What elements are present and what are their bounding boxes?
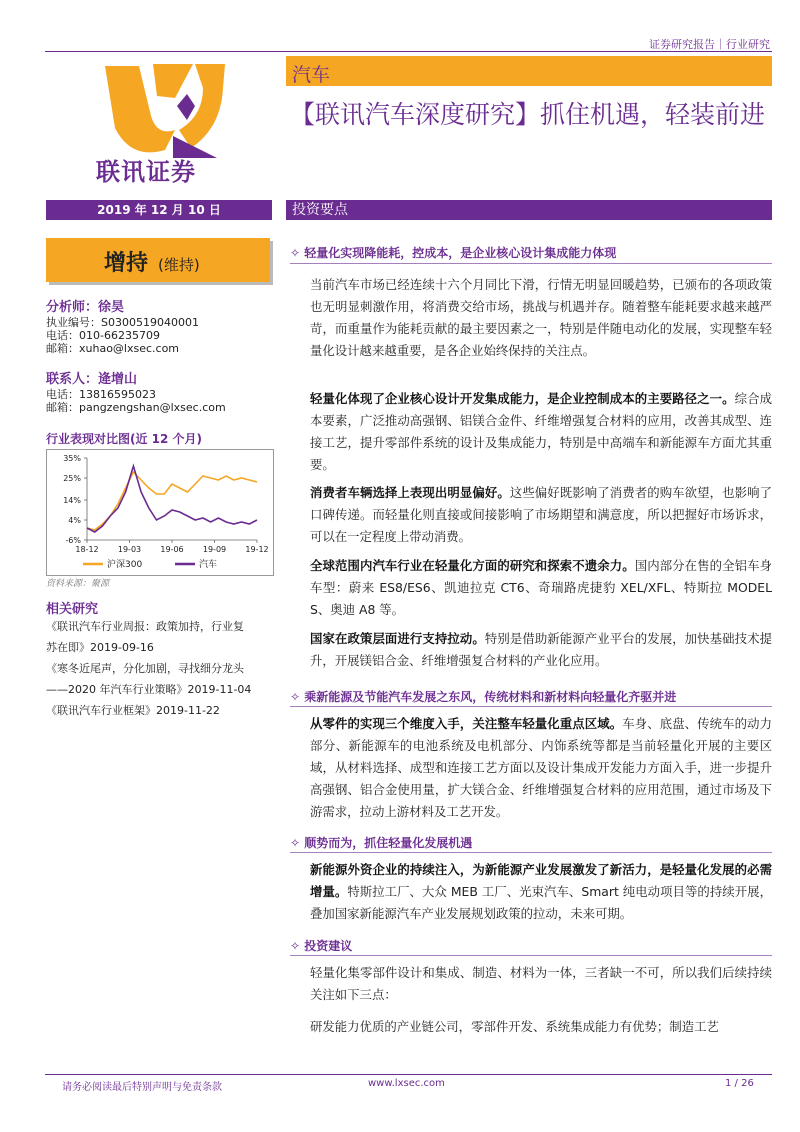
chart-y-tick-label: 25% [63,474,81,483]
report-date: 2019 年 12 月 10 日 [46,200,272,220]
page-number: 1 / 26 [725,1078,754,1089]
paragraph-body: 研发能力优质的产业链公司，零部件开发、系统集成能力有优势；制造工艺 [310,1019,719,1034]
paragraph-lead: 新能源外资企业的持续注入，为新能源产业发展激发了新活力，是轻量化发展的必需增量。 [310,862,772,899]
section-heading: ✧ 投资建议 [290,939,353,953]
paragraph [310,274,772,362]
chart-series-line [87,466,257,532]
section-heading: ✧ 轻量化实现降能耗，控成本，是企业核心设计集成能力体现 [290,246,617,260]
section-divider [290,852,772,853]
chart-y-tick-label: 35% [63,454,81,463]
paragraph-lead: 国家在政策层面进行支持拉动。 [310,631,485,646]
contact-email-label: 邮箱： [46,401,79,414]
related-item[interactable]: 《联讯汽车行业框架》2019-11-22 [46,704,220,717]
paragraph-body: 特斯拉工厂、大众 MEB 工厂、光束汽车、Smart 纯电动项目等的持续开展，叠加国家新能源汽车产业发展规划政策的拉动，未来可期。 [310,884,773,921]
investment-highlights-banner [286,200,772,220]
chart-y-tick-label: 4% [68,516,81,525]
related-research-list [46,616,276,721]
analyst-phone-label: 电话： [46,329,79,342]
related-research-heading: 相关研究 [46,602,99,617]
section-heading: ✧ 乘新能源及节能汽车发展之东风，传统材料和新材料向轻量化齐驱并进 [290,690,677,704]
chart-y-tick-label: -6% [65,536,81,545]
chart-legend-label: 沪深300 [107,560,143,570]
paragraph-body: 轻量化集零部件设计和集成、制造、材料为一体，三者缺一不可，所以我们后续持续关注如下三点： [310,965,772,1002]
paragraph-body: 特别是借助新能源产业平台的发展，加快基础技术提升，开展镁铝合金、纤维增强复合材料的产业化应用。 [310,631,773,668]
report-title: 【联讯汽车深度研究】抓住机遇，轻装前进 [290,100,766,129]
logo-text: 联讯证券 [96,158,196,186]
section-divider [290,706,772,707]
investment-highlights-label: 投资要点 [292,202,348,218]
chart-source: 资料来源：聚源 [46,579,110,589]
performance-chart [46,449,274,576]
footer-divider [45,1074,772,1075]
sector-label: 汽车 [292,64,331,86]
paragraph [310,555,772,621]
chart-x-tick-label: 18-12 [75,545,99,554]
rating-value: 增持 [104,251,149,276]
footer-disclaimer: 请务必阅读最后特别声明与免责条款 [62,1082,222,1093]
analyst-id-value: S0300519040001 [101,316,199,329]
analyst-id-label: 执业编号： [46,316,101,329]
paragraph-lead: 消费者车辆选择上表现出明显偏好。 [310,485,510,500]
paragraph-body: 当前汽车市场已经连续十六个月同比下滑，行情无明显回暖趋势，已颁布的各项政策也无明显刺激作用，将消费交给市场，挑战与机遇并存。随着整车能耗要求越来越严苛，而重量作为能耗贡献的最主要因素之一，特别是伴随电动化的发展，实现整车轻量化设计越来越重要，是各企业始终保持的关注点。 [310,277,772,358]
paragraph-body: 这些偏好既影响了消费者的购车欲望，也影响了口碑传递。而轻量化则直接或间接影响了市场期望和满意度，所以把握好市场诉求，可以在一定程度上带动消费。 [310,485,773,544]
related-item[interactable]: 苏在即》2019-09-16 [46,641,154,654]
sector-banner [286,56,772,86]
chart-y-tick-label: 14% [63,496,81,505]
chart-x-tick-label: 19-06 [160,545,184,554]
contact-phone-line [46,388,226,401]
paragraph-body: 综合成本要素，广泛推动高强钢、铝镁合金件、纤维增强复合材料的应用，改善其成型、连接工艺，提升零部件系统的设计及集成能力，特别是中高端车和新能源车方面尤其重要。 [310,391,773,472]
analyst-id-line [46,316,199,329]
contact-email-link[interactable]: pangzengshan@lxsec.com [79,401,226,414]
paragraph-lead: 全球范围内汽车行业在轻量化方面的研究和探索不遗余力。 [310,558,635,573]
paragraph [310,628,772,672]
paragraph-body: 国内部分在售的全铝车身车型：蔚来 ES8/ES6、凯迪拉克 CT6、奇瑞路虎捷豹 XEL/XFL、特斯拉 MODEL S、奥迪 A8 等。 [310,558,773,617]
section-divider [290,263,772,264]
analyst-email-label: 邮箱： [46,342,79,355]
paragraph [310,859,772,925]
analyst-email-line [46,342,199,355]
analyst-heading: 分析师：徐昊 [46,300,125,315]
related-item[interactable]: 《联讯汽车行业周报：政策加持，行业复 [46,620,244,633]
paragraph [310,962,772,1006]
contact-email-line [46,401,226,414]
report-type-tag: 证券研究报告｜行业研究 [649,38,770,51]
section-divider [290,955,772,956]
chart-x-tick-label: 19-09 [202,545,227,554]
contact-phone-label: 电话： [46,388,79,401]
analyst-phone-value: 010-66235709 [79,329,160,342]
paragraph-lead: 从零件的实现三个维度入手，关注整车轻量化重点区域。 [310,716,623,731]
footer-website-link[interactable]: www.lxsec.com [368,1078,445,1089]
related-item[interactable]: ——2020 年汽车行业策略》2019-11-04 [46,683,252,696]
analyst-email-link[interactable]: xuhao@lxsec.com [79,342,180,355]
related-item[interactable]: 《寒冬近尾声，分化加剧，寻找细分龙头 [46,662,244,675]
rating-note: (维持) [158,256,200,274]
section-heading: ✧ 顺势而为，抓住轻量化发展机遇 [290,836,473,850]
paragraph [310,388,772,476]
paragraph [310,1016,772,1038]
contact-heading: 联系人：逄增山 [46,372,138,387]
paragraph [310,482,772,548]
chart-series-line [87,472,257,530]
paragraph-lead: 轻量化体现了企业核心设计开发集成能力，是企业控制成本的主要路径之一。 [310,391,735,406]
analyst-phone-line [46,329,199,342]
paragraph-body: 车身、底盘、传统车的动力部分、新能源车的电池系统及电机部分、内饰系统等都是当前轻量化开展的主要区域，从材料选择、成型和连接工艺方面以及设计集成开发能力方面入手，进一步提升高强钢、铝合金使用量，扩大镁合金、纤维增强复合材料的应用范围，通过市场及下游需求，拉动上游材料及工艺开发。 [310,716,773,819]
header-divider [45,51,772,52]
paragraph [310,713,772,823]
chart-title: 行业表现对比图(近 12 个月) [46,432,203,446]
contact-phone-value: 13816595023 [79,388,156,401]
chart-x-tick-label: 19-12 [245,545,269,554]
contact-info [46,388,226,414]
chart-legend-label: 汽车 [199,560,218,570]
chart-x-tick-label: 19-03 [117,545,142,554]
analyst-info [46,316,199,355]
performance-chart-svg [47,450,273,575]
